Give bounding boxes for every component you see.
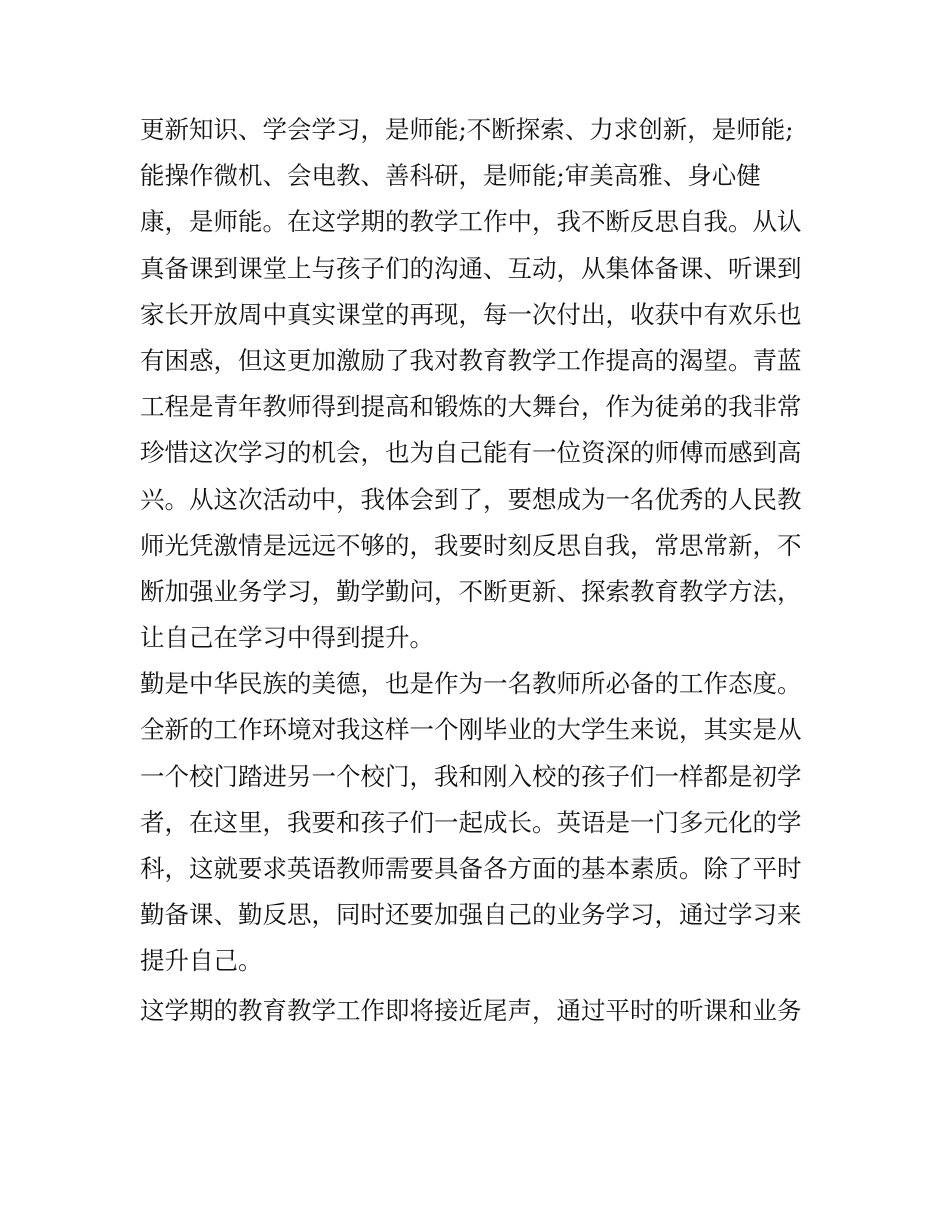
text-line: 有困惑，但这更加激励了我对教育教学工作提高的渴望。青蓝 bbox=[140, 345, 802, 375]
text-line: 断加强业务学习，勤学勤问，不断更新、探索教育教学方法， bbox=[140, 576, 802, 606]
paragraph-1 bbox=[140, 107, 830, 661]
text-line: 更新知识、学会学习，是师能;不断探索、力求创新，是师能; bbox=[140, 115, 794, 144]
text-line: 康，是师能。在这学期的教学工作中，我不断反思自我。从认 bbox=[140, 207, 802, 237]
text-line: 真备课到课堂上与孩子们的沟通、互动，从集体备课、听课到 bbox=[140, 253, 802, 283]
text-line: 全新的工作环境对我这样一个刚毕业的大学生来说，其实是从 bbox=[140, 715, 802, 745]
text-line: 这学期的教育教学工作即将接近尾声，通过平时的听课和业务 bbox=[140, 995, 802, 1025]
text-line: 提升自己。 bbox=[140, 946, 263, 976]
text-line: 工程是青年教师得到提高和锻炼的大舞台，作为徒弟的我非常 bbox=[140, 392, 802, 422]
text-line: 一个校门踏进另一个校门，我和刚入校的孩子们一样都是初学 bbox=[140, 761, 802, 791]
text-line: 兴。从这次活动中，我体会到了，要想成为一名优秀的人民教 bbox=[140, 484, 802, 514]
text-line: 能操作微机、会电教、善科研，是师能;审美高雅、身心健 bbox=[140, 161, 761, 191]
text-line: 勤是中华民族的美德，也是作为一名教师所必备的工作态度。 bbox=[140, 669, 802, 699]
paragraph-3 bbox=[140, 988, 830, 1034]
text-line: 者，在这里，我要和孩子们一起成长。英语是一门多元化的学 bbox=[140, 807, 802, 837]
text-line: 师光凭激情是远远不够的，我要时刻反思自我，常思常新，不 bbox=[140, 530, 802, 560]
text-line: 科，这就要求英语教师需要具备各方面的基本素质。除了平时 bbox=[140, 854, 802, 883]
document-body bbox=[140, 107, 830, 1034]
paragraph-2 bbox=[140, 661, 830, 984]
text-line: 珍惜这次学习的机会，也为自己能有一位资深的师傅而感到高 bbox=[140, 438, 802, 468]
text-line: 家长开放周中真实课堂的再现，每一次付出，收获中有欢乐也 bbox=[140, 299, 802, 329]
text-line: 让自己在学习中得到提升。 bbox=[140, 623, 434, 653]
text-line: 勤备课、勤反思，同时还要加强自己的业务学习，通过学习来 bbox=[140, 900, 802, 930]
